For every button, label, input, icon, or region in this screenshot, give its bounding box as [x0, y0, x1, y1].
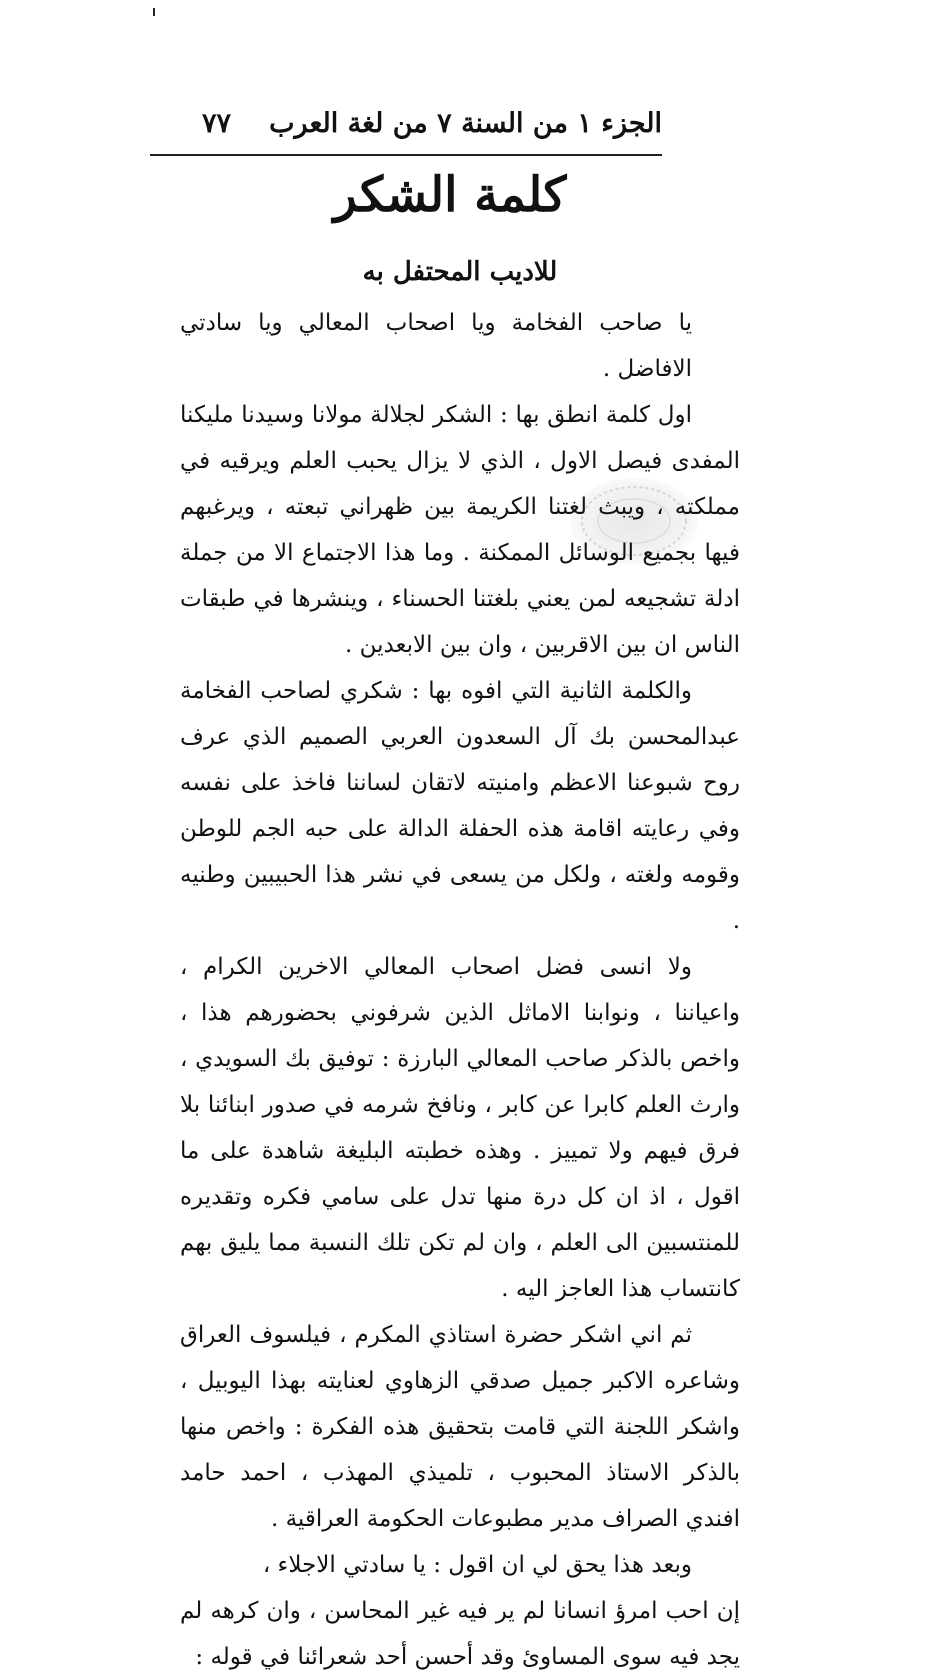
paragraph-first-word: اول كلمة انطق بها : الشكر لجلالة مولانا وسيدنا مليكنا المفدى فيصل الاول ، الذي لا يزال يحبب العلم ويرقيه في مملكته ، ويبث لغتنا الكريمة بين ظهراني تبعته ، ويرغبهم فيها بجميع الوسائل الممكنة . وما هذا الاجتماع الا من جملة ادلة تشجيعه لمن يعني بلغتنا الحسناء ، وينشرها في طبقات الناس ان بين الاقربين ، وان بين الابعدين . — [180, 402, 740, 658]
running-header — [150, 100, 662, 148]
paragraph-notables: ولا انسى فضل اصحاب المعالي الاخرين الكرام ، واعياننا ، ونوابنا الاماثل الذين شرفوني بحضورهم هذا ، واخص بالذكر صاحب المعالي البارزة : توفيق بك السويدي ، وارث العلم كابرا عن كابر ، ونافخ شرمه في صدور ابنائنا بلا فرق فيهم ولا تمييز . وهذه خطبته البليغة شاهدة على ما اقول ، اذ ان كل درة منها تدل على سامي فكره وتقديره للمنتسبين الى العلم ، وان لم تكن تلك النسبة مما يليق بهم كانتساب هذا العاجز اليه . — [180, 954, 740, 1302]
paragraph-second-word: والكلمة الثانية التي افوه بها : شكري لصاحب الفخامة عبدالمحسن بك آل السعدون العربي الصميم الذي عرف روح شبوعنا الاعظم وامنيته لاتقان لساننا فاخذ على نفسه وفي رعايته اقامة هذه الحفلة الدالة على حبه الجم للوطن وقومه ولغته ، ولكل من يسعى في نشر هذا الحبيبين وطنيه . — [180, 678, 740, 934]
scan-mark — [153, 8, 155, 16]
chapter-subtitle: للاديب المحتفل به — [362, 257, 558, 287]
paragraph-address: وبعد هذا يحق لي ان اقول : يا سادتي الاجلاء ، — [262, 1552, 692, 1578]
paragraph-salutation: يا صاحب الفخامة ويا اصحاب المعالي ويا سادتي الافاضل . — [180, 310, 692, 382]
header-rule — [150, 154, 662, 156]
page-number: ٧٧ — [202, 108, 232, 139]
paragraph-love-hate: إن احب امرؤ انسانا لم ير فيه غير المحاسن ، وان كرهه لم يجد فيه سوى المساوئ وقد أحسن أحد شعرائنا في قوله : — [180, 1598, 740, 1670]
paragraph-thanks-committee: ثم اني اشكر حضرة استاذي المكرم ، فيلسوف العراق وشاعره الاكبر جميل صدقي الزهاوي لعنايته بهذا اليوبيل ، واشكر اللجنة التي قامت بتحقيق هذه الفكرة : واخص منها بالذكر الاستاذ المحبوب ، تلميذي المهذب ، احمد حامد افندي الصراف مدير مطبوعات الحكومة العراقية . — [180, 1322, 740, 1532]
running-header-title: الجزء ١ من السنة ٧ من لغة العرب — [269, 108, 662, 139]
chapter-title: كلمة الشكر — [333, 167, 567, 223]
article-body — [180, 300, 740, 1680]
